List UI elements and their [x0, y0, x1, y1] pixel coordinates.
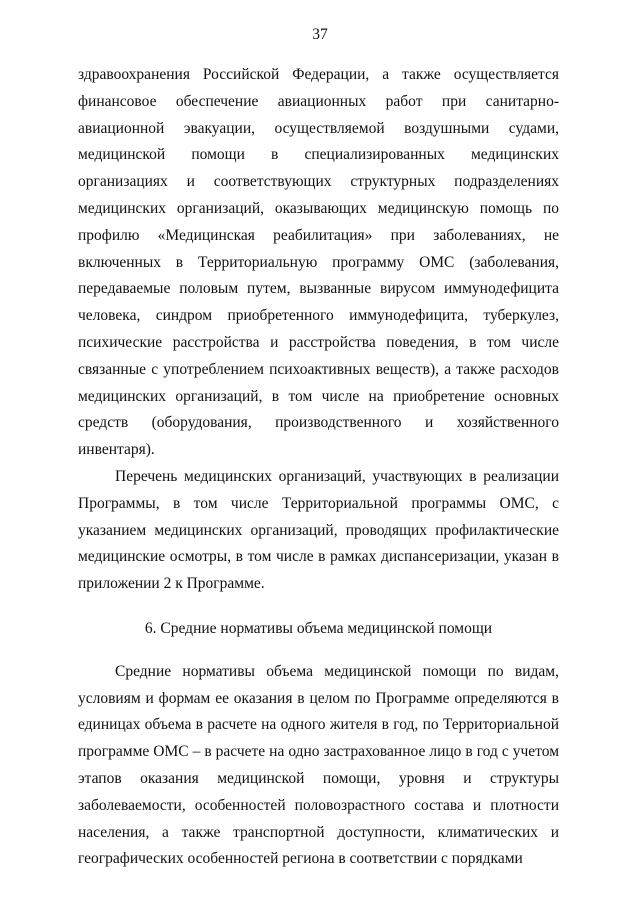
page-number: 37 [312, 26, 328, 43]
section-heading: 6. Средние нормативы объема медицинской помощи [144, 619, 493, 637]
page-body [78, 62, 559, 873]
paragraph-organizations-list: Перечень медицинских организаций, участвующих в реализации Программы, в том числе Территориальной программы ОМС, с указанием медицинских организаций, проводящих профилактические медицинские осмотры, в том числе в рамках диспансеризации, указан в приложении 2 к Программе. [78, 467, 559, 593]
paragraph-volume-norms: Средние нормативы объема медицинской помощи по видам, условиям и формам ее оказания в целом по Программе определяются в единицах объема в расчете на одного жителя в год, по Территориальной программе ОМС – в расчете на одно застрахованное лицо в год с учетом этапов оказания медицинской помощи, уровня и структуры заболеваемости, особенностей половозрастного состава и плотности населения, а также транспортной доступности, климатических и географических особенностей региона в соответствии с порядками [78, 662, 559, 868]
paragraph-continuation: здравоохранения Российской Федерации, а также осуществляется финансовое обеспечение авиационных работ при санитарно-авиационной эвакуации, осуществляемой воздушными судами, медицинской помощи в специализированных медицинских организациях и соответствующих структурных подразделениях медицинских организаций, оказывающих медицинскую помощь по профилю «Медицинская реабилитация» при заболеваниях, не включенных в Территориальную программу ОМС (заболевания, передаваемые половым путем, вызванные вирусом иммунодефицита человека, синдром приобретенного иммунодефицита, туберкулез, психические расстройства и расстройства поведения, в том числе связанные с употреблением психоактивных веществ), а также расходов медицинских организаций, в том числе на приобретение основных средств (оборудования, производственного и хозяйственного инвентаря). [78, 66, 559, 459]
